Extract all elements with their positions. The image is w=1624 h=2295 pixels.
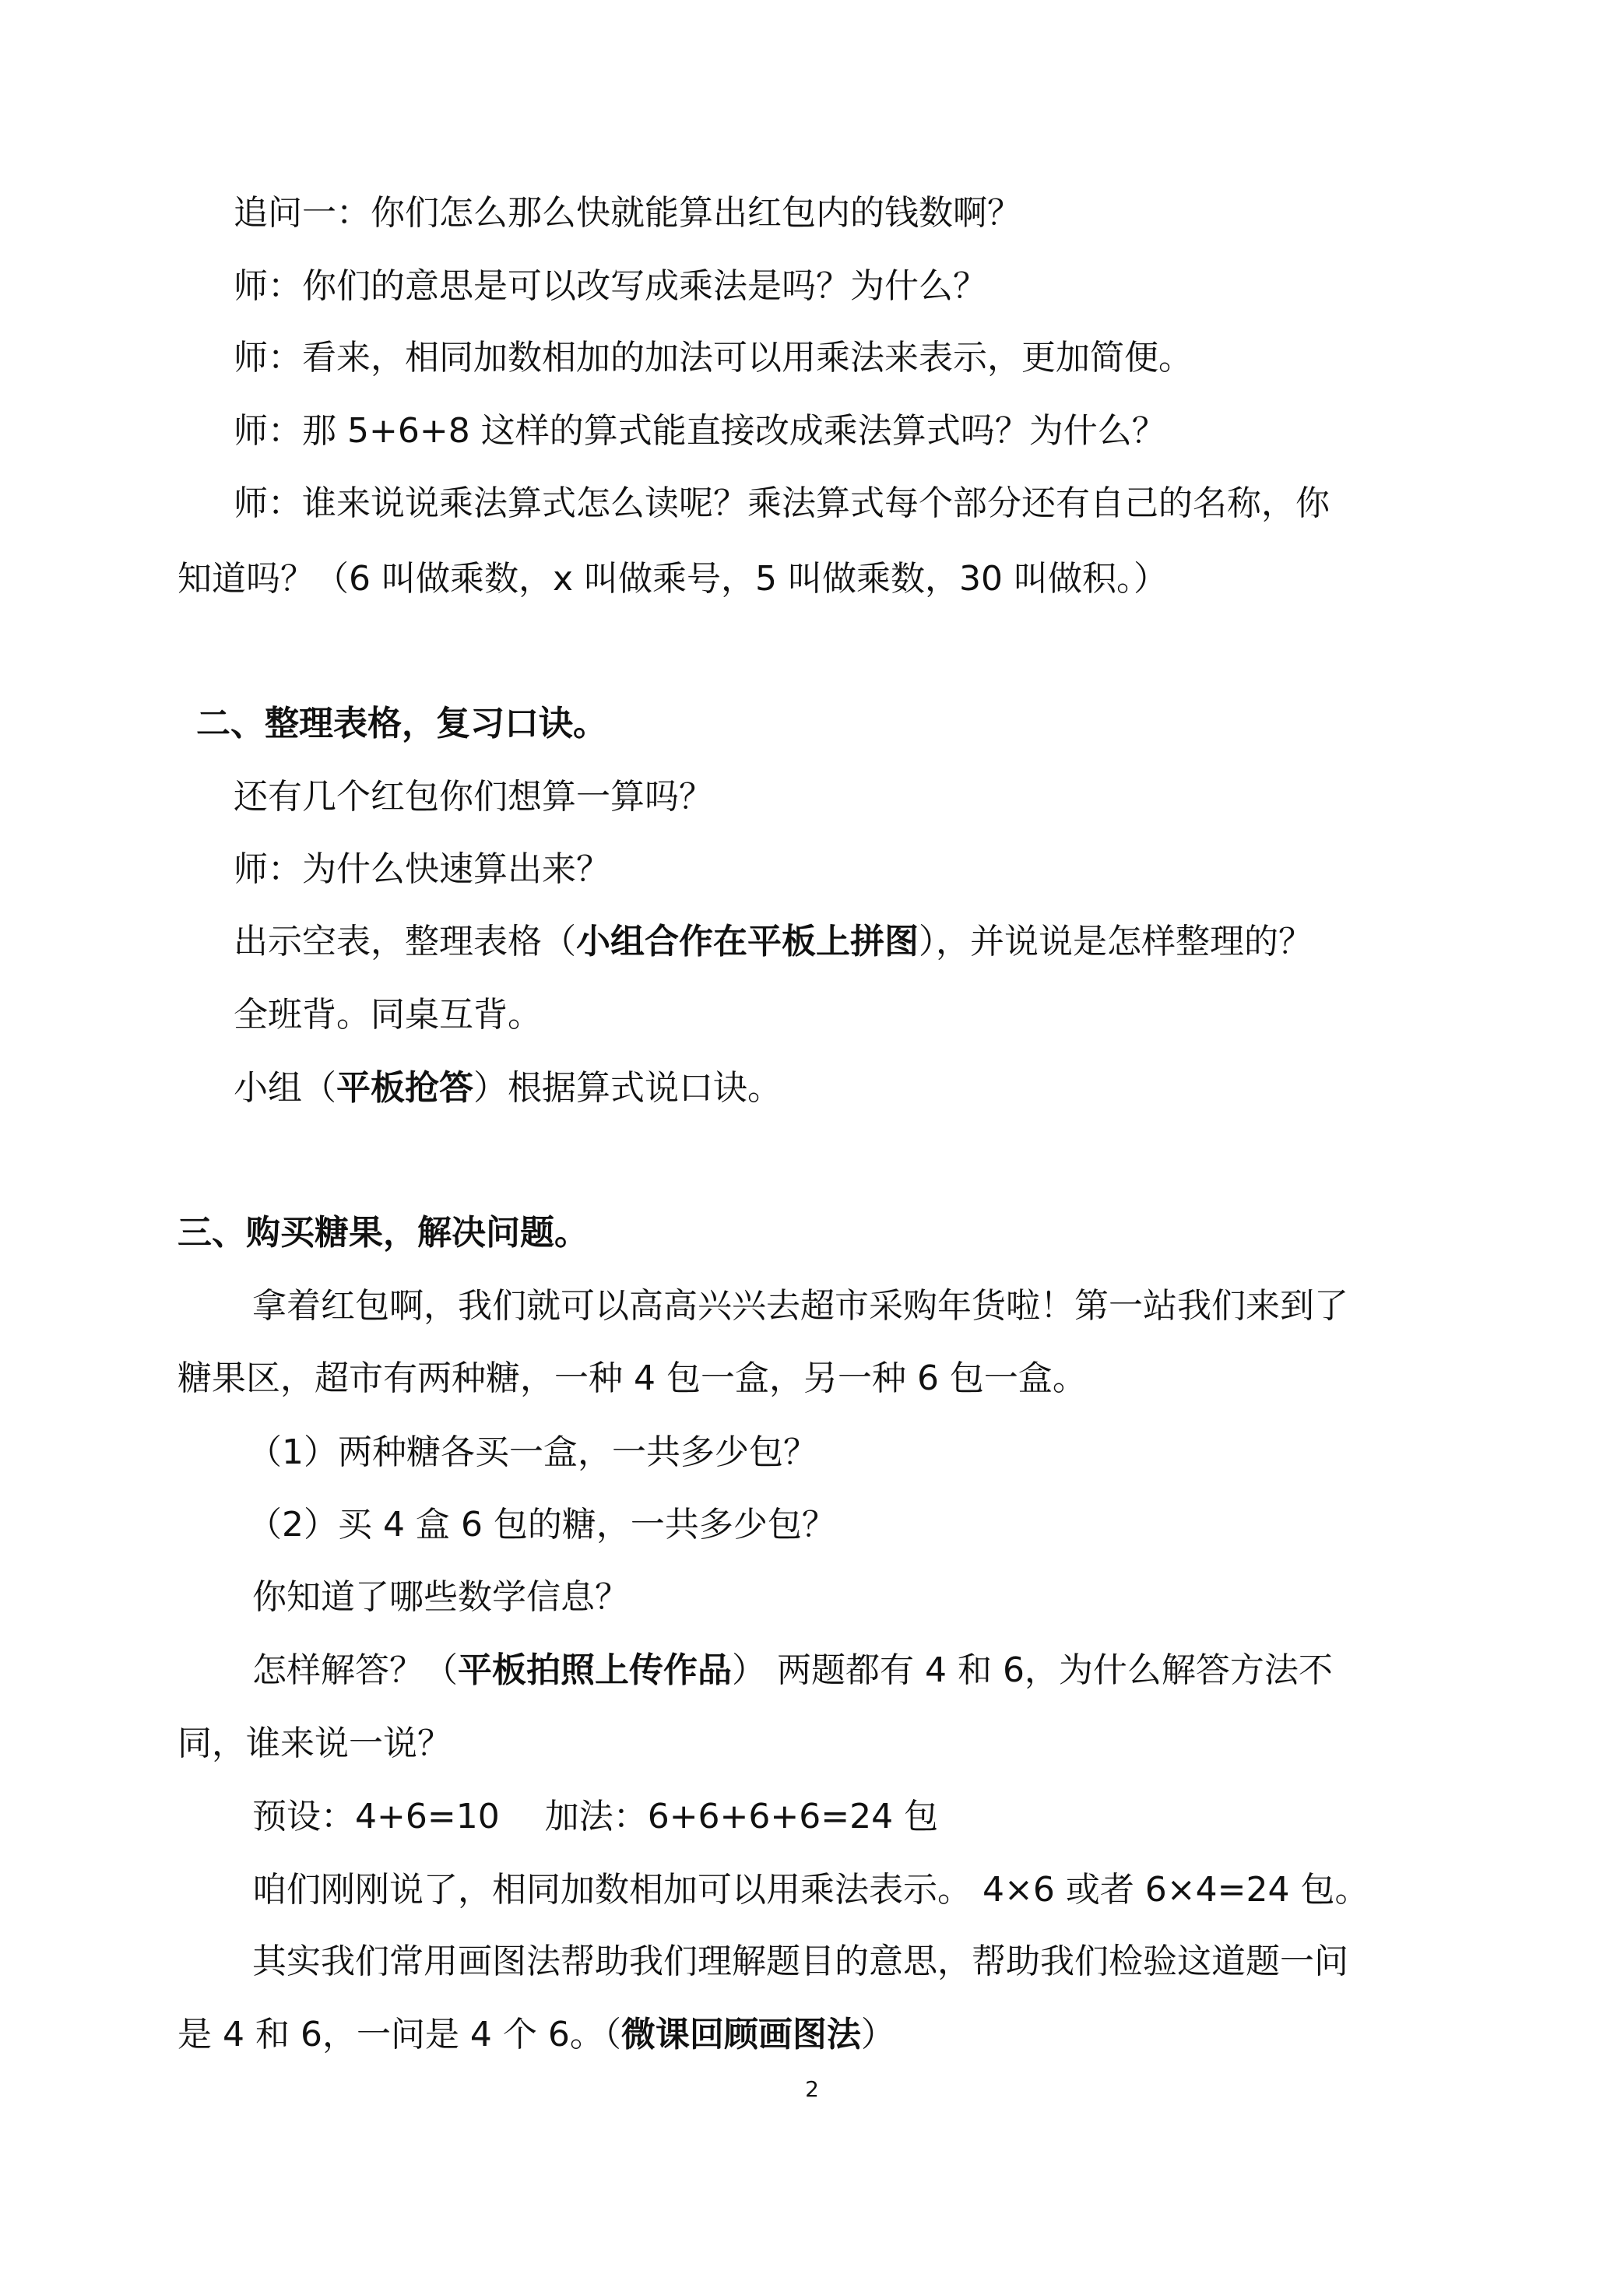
section3-line-11 <box>178 2012 895 2058</box>
section2-line-3-pre: 出示空表，整理表格（ <box>234 922 576 961</box>
section2-line-5-pre: 小组（ <box>234 1068 336 1108</box>
section3-question-1: （1）两种糖各买一盒，一共多少包？ <box>248 1432 817 1472</box>
section3-line-5: 你知道了哪些数学信息？ <box>252 1577 629 1617</box>
section2-line-2: 师：为什么快速算出来？ <box>234 849 610 889</box>
teacher-line-4-cont: 知道吗？（6 叫做乘数，x 叫做乘号，5 叫做乘数，30 叫做积。） <box>178 559 1168 599</box>
page-number: 2 <box>805 2076 819 2102</box>
section3-line-10: 其实我们常用画图法帮助我们理解题目的意思，帮助我们检验这道题一问 <box>252 1942 1348 1981</box>
section2-line-3 <box>234 919 1313 965</box>
section-heading-2: 二、整理表格，复习口诀。 <box>196 704 607 743</box>
section2-line-3-bold: 小组合作在平板上拼图 <box>576 922 919 961</box>
teacher-line-4: 师：谁来说说乘法算式怎么读呢？乘法算式每个部分还有自己的名称，你 <box>234 483 1330 523</box>
section3-line-11-bold: 微课回顾画图法 <box>620 2015 861 2054</box>
section3-line-1: 拿着红包啊，我们就可以高高兴兴去超市采购年货啦！第一站我们来到了 <box>252 1286 1348 1326</box>
section3-line-6 <box>252 1647 1333 1694</box>
section2-line-4: 全班背。同桌互背。 <box>234 995 542 1035</box>
section3-line-11-post: ） <box>860 2015 895 2054</box>
section3-line-9: 咱们刚刚说了，相同加数相加可以用乘法表示。 4×6 或者 6×4=24 包。 <box>252 1870 1369 1910</box>
section2-line-5-post: ）根据算式说口诀。 <box>473 1068 782 1108</box>
section2-line-5 <box>234 1065 782 1112</box>
section3-line-11-pre: 是 4 和 6，一问是 4 个 6。（ <box>178 2015 621 2054</box>
section2-line-3-post: ），并说说是怎样整理的？ <box>919 922 1313 961</box>
section3-line-8: 预设：4+6=10 加法：6+6+6+6=24 包 <box>252 1797 939 1836</box>
section3-line-6-post: ） 两题都有 4 和 6，为什么解答方法不 <box>732 1650 1333 1690</box>
section-heading-3: 三、购买糖果，解决问题。 <box>178 1213 589 1253</box>
teacher-line-2: 师：看来，相同加数相加的加法可以用乘法来表示，更加简便。 <box>234 338 1193 378</box>
teacher-line-1: 师：你们的意思是可以改写成乘法是吗？为什么？ <box>234 266 987 306</box>
teacher-line-3: 师：那 5+6+8 这样的算式能直接改成乘法算式吗？为什么？ <box>234 411 1166 451</box>
question-follow-up-1: 追问一：你们怎么那么快就能算出红包内的钱数啊？ <box>234 193 1021 233</box>
section2-line-5-bold: 平板抢答 <box>336 1068 473 1108</box>
section3-line-2: 糖果区，超市有两种糖，一种 4 包一盒，另一种 6 包一盒。 <box>178 1358 1087 1398</box>
section3-line-6-bold: 平板拍照上传作品 <box>458 1650 732 1690</box>
section3-line-7: 同，谁来说一说？ <box>178 1724 452 1763</box>
section2-line-1: 还有几个红包你们想算一算吗？ <box>234 777 713 817</box>
section3-line-6-pre: 怎样解答？（ <box>252 1650 458 1690</box>
section3-question-2: （2）买 4 盒 6 包的糖，一共多少包？ <box>248 1505 836 1545</box>
